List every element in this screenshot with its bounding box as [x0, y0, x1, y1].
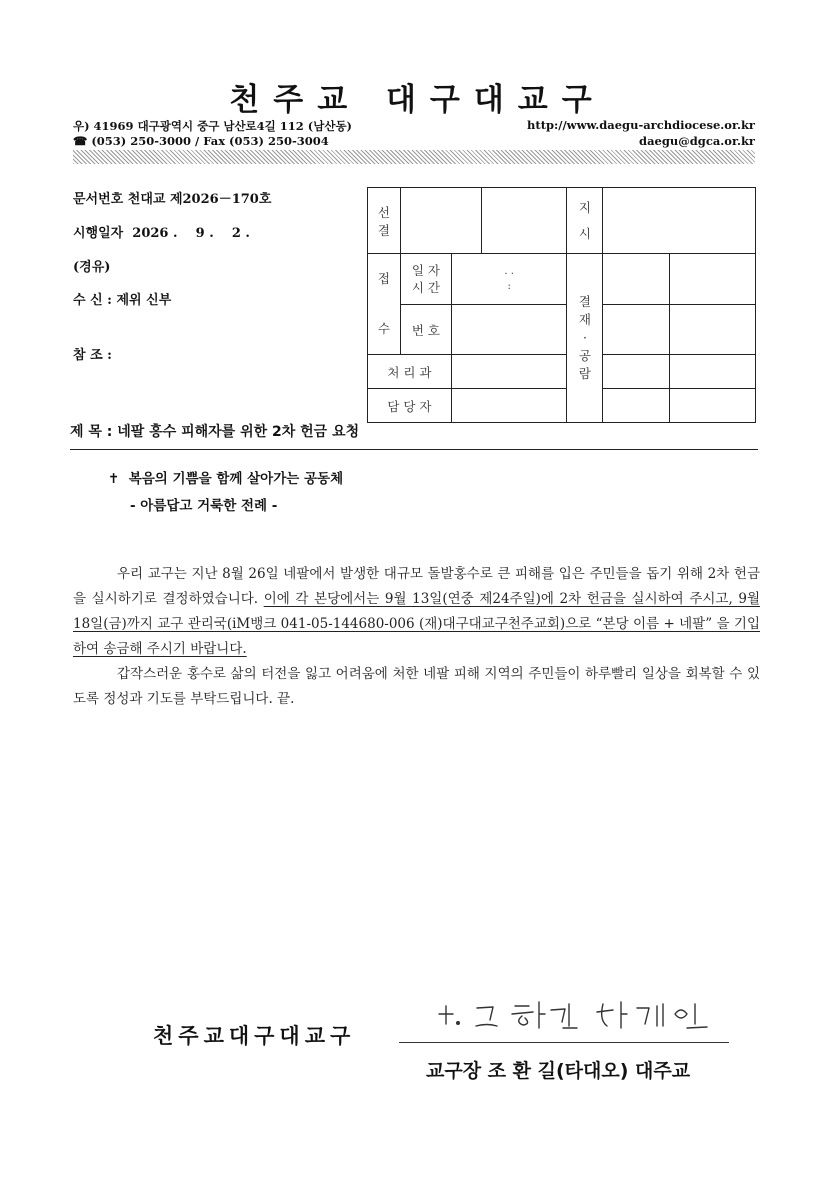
processing-dept-label: 처 리 과: [368, 355, 452, 389]
date-time-label: 일 자 시 간: [400, 254, 451, 305]
gyeoljae-gongnam-label: 결 재 · 공 람: [567, 254, 603, 423]
approval-table: [367, 187, 756, 423]
motto-text: 복음의 기쁨을 함께 살아가는 공동체: [128, 471, 344, 487]
motto-line-1: [108, 467, 343, 487]
sign-box: [603, 254, 670, 305]
subject-divider: [70, 449, 758, 450]
reference-label: 참 조 :: [73, 348, 112, 363]
handwritten-signature: [435, 992, 715, 1040]
header-hatch-divider: [73, 150, 755, 164]
date-time-value: . . :: [451, 254, 567, 305]
sign-box: [603, 389, 670, 423]
sign-box: [603, 355, 670, 389]
processing-dept-value: [451, 355, 567, 389]
footer-organization: 천주교대구대교구: [153, 1024, 356, 1048]
number-label: 번 호: [400, 305, 451, 355]
via-label: (경유): [73, 260, 111, 275]
body-text: [73, 562, 760, 712]
phone-fax: ☎ (053) 250-3000 / Fax (053) 250-3004: [73, 134, 329, 148]
seongyeol-blank-2: [481, 188, 567, 254]
underlined-instruction: 이에 각 본당에서는 9월 13일(연중 제24주일)에 2차 헌금을 실시하여 주시고, 9월 18일(금)까지 교구 관리국(iM뱅크 041-05-144680-006 (재)대구대교구천주교회)으로 “본당 이름 + 네팔” 을 기입하여 송금해 주시기 바랍니다.: [73, 591, 760, 657]
cross-icon: ✝: [108, 471, 120, 487]
sign-box: [670, 355, 756, 389]
number-value: [451, 305, 567, 355]
motto-line-2: - 아름답고 거룩한 전례 -: [130, 498, 278, 514]
organization-title: 천주교 대구대교구: [229, 82, 606, 118]
sign-box: [670, 389, 756, 423]
person-in-charge-label: 담 당 자: [368, 389, 452, 423]
signature-line: [399, 1042, 729, 1043]
body-paragraph-2: 갑작스러운 홍수로 삶의 터전을 잃고 어려움에 처한 네팔 피해 지역의 주민들이 하루빨리 일상을 회복할 수 있도록 정성과 기도를 부탁드립니다. 끝.: [73, 666, 760, 707]
subject-line: 제 목 : 네팔 홍수 피해자를 위한 2차 헌금 요청: [70, 424, 360, 440]
website: http://www.daegu-archdiocese.or.kr: [527, 118, 755, 132]
sign-box: [670, 254, 756, 305]
jisi-label: 지 시: [567, 188, 603, 254]
body-paragraph-1: 우리 교구는 지난 8월 26일 네팔에서 발생한 대규모 돌발홍수로 큰 피해를 입은 주민들을 돕기 위해 2차 헌금을 실시하기로 결정하였습니다. 이에 각 본당에서는 9월 13일(연중 제24주일)에 2차 헌금을 실시하여 주시고, 9월 18일(금)까지 교구 관리국(iM뱅크 041-05-144680-006 (재)대구대교구천주교회)으로 “본당 이름 + 네팔” 을 기입하여 송금해 주시기 바랍니다.: [73, 566, 760, 657]
issue-date: 시행일자 2026 . 9 . 2 .: [73, 226, 250, 241]
jisi-blank: [603, 188, 756, 254]
seongyeol-blank-1: [400, 188, 481, 254]
email: daegu@dgca.or.kr: [639, 134, 755, 148]
person-in-charge-value: [451, 389, 567, 423]
document-number: 문서번호 천대교 제2026－170호: [73, 192, 272, 207]
jeopsu-label: 접 수: [368, 254, 401, 355]
sign-box: [670, 305, 756, 355]
sign-box: [603, 305, 670, 355]
signer-name: 교구장 조 환 길(타대오) 대주교: [426, 1060, 691, 1082]
address: 우) 41969 대구광역시 중구 남산로4길 112 (남산동): [73, 119, 352, 133]
recipient: 수 신 : 제위 신부: [73, 293, 172, 308]
seongyeol-cell: 선 결: [368, 188, 401, 254]
